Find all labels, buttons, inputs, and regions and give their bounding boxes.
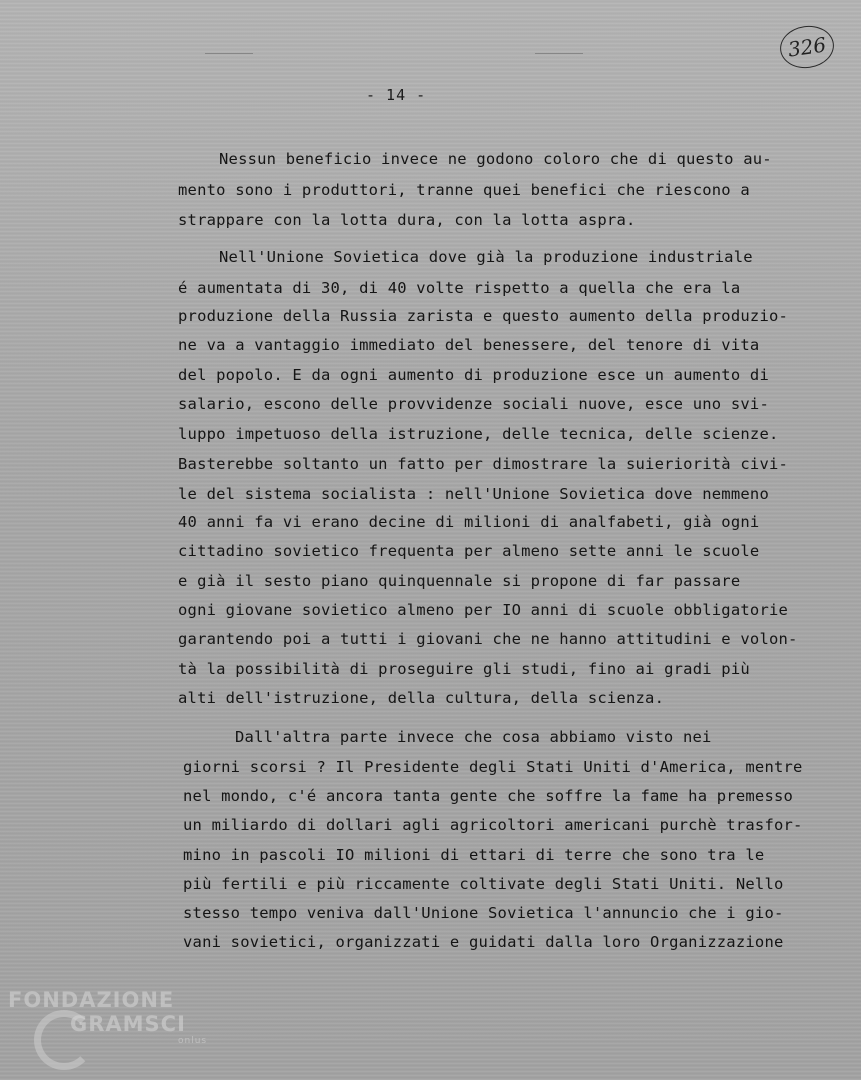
text-line: mino in pascoli IO milioni di ettari di terre che sono tra le xyxy=(183,846,765,864)
text-line: ne va a vantaggio immediato del benessere, del tenore di vita xyxy=(178,336,760,354)
text-line: un miliardo di dollari agli agricoltori americani purchè trasfor- xyxy=(183,816,803,834)
text-line: del popolo. E da ogni aumento di produzione esce un aumento di xyxy=(178,366,769,384)
page-number: - 14 - xyxy=(366,86,427,104)
text-line: le del sistema socialista : nell'Unione Sovietica dove nemmeno xyxy=(178,485,769,503)
text-line: e già il sesto piano quinquennale si propone di far passare xyxy=(178,572,741,590)
faint-rule-left xyxy=(205,53,253,54)
text-line: ogni giovane sovietico almeno per IO anni di scuole obbligatorie xyxy=(178,601,789,619)
text-line: 40 anni fa vi erano decine di milioni di analfabeti, già ogni xyxy=(178,513,760,531)
text-line: produzione della Russia zarista e questo aumento della produzio- xyxy=(178,307,789,325)
text-line: mento sono i produttori, tranne quei benefici che riescono a xyxy=(178,181,750,199)
text-line: cittadino sovietico frequenta per almeno sette anni le scuole xyxy=(178,542,760,560)
archive-number-stamp: 326 xyxy=(777,22,836,71)
text-line: é aumentata di 30, di 40 volte rispetto a quella che era la xyxy=(178,279,741,297)
text-line: salario, escono delle provvidenze sociali nuove, esce uno svi- xyxy=(178,395,769,413)
text-line: luppo impetuoso della istruzione, delle tecnica, delle scienze. xyxy=(178,425,779,443)
text-line: tà la possibilità di proseguire gli studi, fino ai gradi più xyxy=(178,660,750,678)
text-line: stesso tempo veniva dall'Unione Sovietica l'annuncio che i gio- xyxy=(183,904,784,922)
watermark-line-1: FONDAZIONE xyxy=(8,988,175,1012)
text-line: Dall'altra parte invece che cosa abbiamo visto nei xyxy=(235,728,712,746)
text-line: alti dell'istruzione, della cultura, della scienza. xyxy=(178,689,665,707)
text-line: Basterebbe soltanto un fatto per dimostrare la suieriorità civi- xyxy=(178,455,789,473)
text-line: giorni scorsi ? Il Presidente degli Stati Uniti d'America, mentre xyxy=(183,758,803,776)
text-line: Nessun beneficio invece ne godono coloro che di questo au- xyxy=(219,150,772,168)
faint-rule-right xyxy=(535,53,583,54)
fondazione-gramsci-watermark xyxy=(8,988,207,1046)
text-line: strappare con la lotta dura, con la lotta aspra. xyxy=(178,211,636,229)
text-line: garantendo poi a tutti i giovani che ne hanno attitudini e volon- xyxy=(178,630,798,648)
text-line: nel mondo, c'é ancora tanta gente che soffre la fame ha premesso xyxy=(183,787,794,805)
watermark-line-2: GRAMSCI xyxy=(70,1012,186,1036)
text-line: più fertili e più riccamente coltivate degli Stati Uniti. Nello xyxy=(183,875,784,893)
text-line: Nell'Unione Sovietica dove già la produzione industriale xyxy=(219,248,753,266)
text-line: vani sovietici, organizzati e guidati dalla loro Organizzazione xyxy=(183,933,784,951)
watermark-line-3: onlus xyxy=(178,1036,208,1046)
